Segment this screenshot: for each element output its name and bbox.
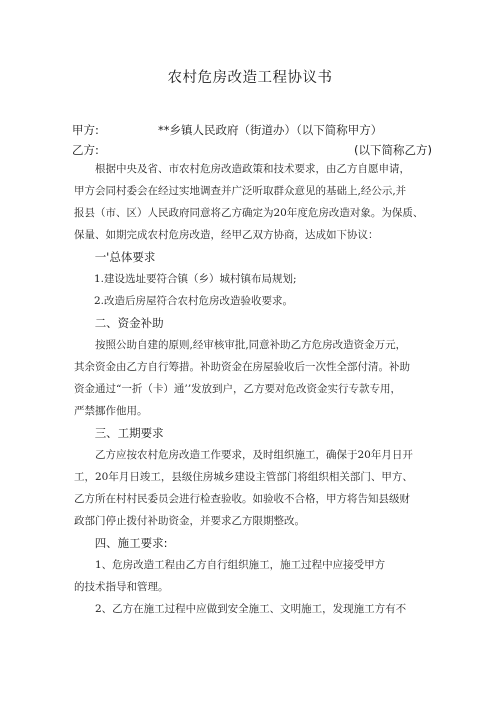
paragraph-line: 严禁挪作他用。 xyxy=(74,405,148,417)
agreement-body xyxy=(74,158,430,620)
paragraph-line: 的技术指导和管理。 xyxy=(74,581,169,593)
preamble-line: 保量、如期完成农村危房改造，经甲乙双方协商，达成如下协议： xyxy=(74,229,379,241)
party-a-value: **乡镇人民政府（街道办）（以下简称甲方） xyxy=(158,123,383,137)
section-heading-construction: 四、施工要求: xyxy=(94,536,168,550)
list-item: 2.改造后房屋符合农村危房改造验收要求。 xyxy=(93,295,293,307)
paragraph-line: 1、危房改造工程由乙方自行组织施工，施工过程中应接受甲方 xyxy=(95,559,386,571)
section-heading-funding: 二、资金补助 xyxy=(94,316,164,330)
paragraph-line: 其余资金由乙方自行筹措。补助资金在房屋验收后一次性全部付清。补助 xyxy=(74,361,410,373)
paragraph-line: 按照公助自建的原则,经审核审批,同意补助乙方危房改造资金万元， xyxy=(95,339,407,351)
preamble-line: 甲方会同村委会在经过实地调查并广泛听取群众意见的基础上,经公示,并 xyxy=(74,185,407,197)
preamble-line: 报县（市、区）人民政府同意将乙方确定为20年度危房改造对象。为保质、 xyxy=(74,207,424,219)
section-heading-schedule: 三、工期要求 xyxy=(94,426,164,440)
party-a-label: 甲方: xyxy=(72,123,99,137)
party-b-value: (以下简称乙方) xyxy=(354,143,432,157)
paragraph-line: 乙方所在村村民委员会进行检查验收。如验收不合格，甲方将告知县级财 xyxy=(74,493,410,505)
paragraph-line: 资金通过“一折（卡）通’’发放到户，乙方要对危改资金实行专款专用， xyxy=(74,383,402,395)
list-item: 1.建设选址要符合镇（乡）城村镇布局规划; xyxy=(93,273,297,285)
paragraph-line: 工，20年月日竣工，县级住房城乡建设主管部门将组织相关部门、甲方、 xyxy=(74,471,413,483)
preamble-line: 根据中央及省、市农村危房改造政策和技术要求，由乙方自愿申请， xyxy=(95,163,410,175)
paragraph-line: 政部门停止拨付补助资金，并要求乙方限期整改。 xyxy=(74,515,305,527)
party-b-label: 乙方: xyxy=(72,143,99,157)
paragraph-line: 2、乙方在施工过程中应做到安全施工、文明施工，发现施工方有不 xyxy=(95,603,407,615)
paragraph-line: 乙方应按农村危房改造工作要求，及时组织施工，确保于20年月日开 xyxy=(95,449,413,461)
document-title: 农村危房改造工程协议书 xyxy=(167,70,333,86)
section-heading-general: 一'总体要求 xyxy=(94,250,156,264)
